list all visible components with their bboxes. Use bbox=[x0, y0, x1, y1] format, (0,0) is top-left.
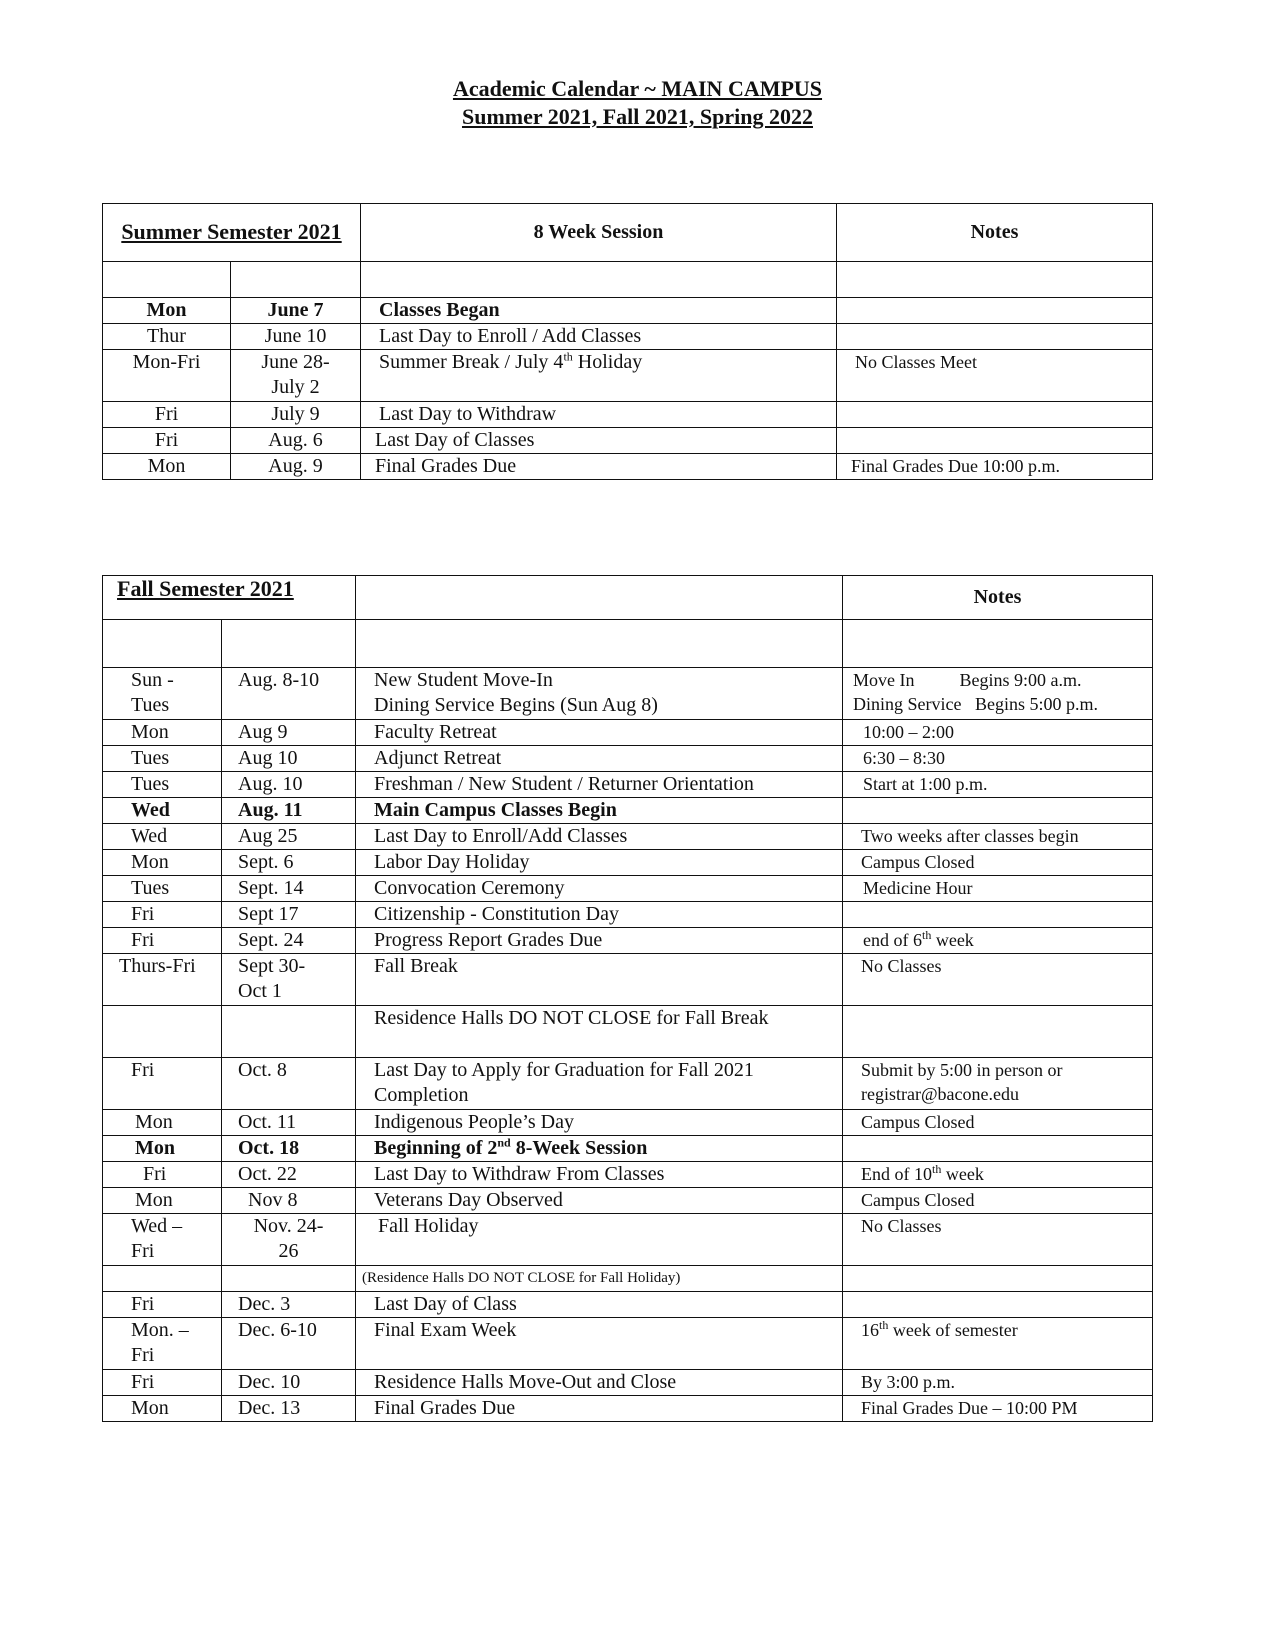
event-cell: Residence Halls DO NOT CLOSE for Fall Break bbox=[356, 1006, 843, 1058]
event-cell: Summer Break / July 4th Holiday bbox=[361, 350, 837, 402]
day-cell: Fri bbox=[103, 1292, 222, 1318]
event-cell: Adjunct Retreat bbox=[356, 746, 843, 772]
day-cell: Tues bbox=[103, 876, 222, 902]
note-cell: Campus Closed bbox=[843, 1110, 1153, 1136]
note-cell: 16th week of semester bbox=[843, 1318, 1153, 1370]
event-cell: Final Exam Week bbox=[356, 1318, 843, 1370]
fall-calendar-table bbox=[102, 575, 1153, 1422]
date-cell: Dec. 3 bbox=[222, 1292, 356, 1318]
event-cell: Last Day to Withdraw bbox=[361, 402, 837, 428]
fall-semester-heading bbox=[103, 576, 356, 620]
note-cell bbox=[843, 1006, 1153, 1058]
day-cell: Wed bbox=[103, 824, 222, 850]
day-cell bbox=[103, 1006, 222, 1058]
note-cell: No Classes bbox=[843, 1214, 1153, 1266]
notes-header: Notes bbox=[837, 204, 1153, 262]
day-cell: Mon bbox=[103, 1110, 222, 1136]
event-cell: Beginning of 2nd 8-Week Session bbox=[356, 1136, 843, 1162]
event-cell: Residence Halls Move-Out and Close bbox=[356, 1370, 843, 1396]
date-cell: Aug. 10 bbox=[222, 772, 356, 798]
event-cell: Final Grades Due bbox=[361, 454, 837, 480]
table-row bbox=[103, 876, 1153, 902]
table-row bbox=[103, 350, 1153, 402]
date-cell: Sept 17 bbox=[222, 902, 356, 928]
date-cell: Oct. 11 bbox=[222, 1110, 356, 1136]
day-cell: Mon-Fri bbox=[103, 350, 231, 402]
day-cell: Wed bbox=[103, 798, 222, 824]
event-cell: (Residence Halls DO NOT CLOSE for Fall Holiday) bbox=[356, 1266, 843, 1292]
document-subtitle: Summer 2021, Fall 2021, Spring 2022 bbox=[461, 104, 813, 129]
note-cell: Final Grades Due – 10:00 PM bbox=[843, 1396, 1153, 1422]
day-cell: Tues bbox=[103, 772, 222, 798]
table-row bbox=[103, 954, 1153, 1006]
note-cell bbox=[843, 1266, 1153, 1292]
note-cell: Submit by 5:00 in person or registrar@bacone.edu bbox=[843, 1058, 1153, 1110]
note-cell: Campus Closed bbox=[843, 850, 1153, 876]
table-row bbox=[103, 1396, 1153, 1422]
date-cell: Oct. 18 bbox=[222, 1136, 356, 1162]
date-cell: Nov. 24- 26 bbox=[222, 1214, 356, 1266]
date-cell: Nov 8 bbox=[222, 1188, 356, 1214]
date-cell: Dec. 6-10 bbox=[222, 1318, 356, 1370]
note-cell: Move In Begins 9:00 a.m. Dining Service Begins 5:00 p.m. bbox=[843, 668, 1153, 720]
note-cell: end of 6th week bbox=[843, 928, 1153, 954]
event-cell: Last Day to Apply for Graduation for Fall 2021 Completion bbox=[356, 1058, 843, 1110]
table-row bbox=[103, 850, 1153, 876]
blank-row bbox=[103, 262, 1153, 298]
table-row bbox=[103, 1370, 1153, 1396]
table-row bbox=[103, 298, 1153, 324]
day-cell: Fri bbox=[103, 402, 231, 428]
event-cell: Last Day to Enroll/Add Classes bbox=[356, 824, 843, 850]
table-row bbox=[103, 668, 1153, 720]
note-cell: By 3:00 p.m. bbox=[843, 1370, 1153, 1396]
event-cell: Last Day of Classes bbox=[361, 428, 837, 454]
date-cell: Aug 9 bbox=[222, 720, 356, 746]
date-cell bbox=[222, 1006, 356, 1058]
table-row bbox=[103, 428, 1153, 454]
event-cell: New Student Move-In Dining Service Begins (Sun Aug 8) bbox=[356, 668, 843, 720]
day-cell: Mon bbox=[103, 298, 231, 324]
date-cell bbox=[222, 1266, 356, 1292]
event-cell: Veterans Day Observed bbox=[356, 1188, 843, 1214]
table-row bbox=[103, 402, 1153, 428]
date-cell: June 7 bbox=[231, 298, 361, 324]
day-cell: Mon bbox=[103, 850, 222, 876]
day-cell: Thurs-Fri bbox=[103, 954, 222, 1006]
event-cell: Last Day of Class bbox=[356, 1292, 843, 1318]
document-title: Academic Calendar ~ MAIN CAMPUS bbox=[452, 76, 823, 101]
date-cell: Aug 10 bbox=[222, 746, 356, 772]
day-cell: Mon. – Fri bbox=[103, 1318, 222, 1370]
notes-header: Notes bbox=[843, 576, 1153, 620]
event-cell: Convocation Ceremony bbox=[356, 876, 843, 902]
day-cell: Tues bbox=[103, 746, 222, 772]
table-row bbox=[103, 746, 1153, 772]
note-cell: Final Grades Due 10:00 p.m. bbox=[837, 454, 1153, 480]
note-cell bbox=[843, 1136, 1153, 1162]
table-row bbox=[103, 324, 1153, 350]
event-cell: Indigenous People’s Day bbox=[356, 1110, 843, 1136]
date-cell: Dec. 10 bbox=[222, 1370, 356, 1396]
note-cell: Medicine Hour bbox=[843, 876, 1153, 902]
day-cell: Mon bbox=[103, 454, 231, 480]
day-cell: Fri bbox=[103, 902, 222, 928]
note-cell bbox=[837, 428, 1153, 454]
day-cell: Thur bbox=[103, 324, 231, 350]
date-cell: Dec. 13 bbox=[222, 1396, 356, 1422]
table-row bbox=[103, 1110, 1153, 1136]
table-row bbox=[103, 824, 1153, 850]
date-cell: Oct. 8 bbox=[222, 1058, 356, 1110]
day-cell bbox=[103, 1266, 222, 1292]
event-cell: Main Campus Classes Begin bbox=[356, 798, 843, 824]
date-cell: Sept. 24 bbox=[222, 928, 356, 954]
table-row bbox=[103, 720, 1153, 746]
day-cell: Mon bbox=[103, 720, 222, 746]
summer-semester-heading bbox=[103, 204, 361, 262]
table-row bbox=[103, 772, 1153, 798]
note-cell bbox=[837, 402, 1153, 428]
blank-row bbox=[103, 620, 1153, 668]
event-cell: Fall Break bbox=[356, 954, 843, 1006]
event-cell: Classes Began bbox=[361, 298, 837, 324]
date-cell: Aug. 11 bbox=[222, 798, 356, 824]
date-cell: Aug. 9 bbox=[231, 454, 361, 480]
event-cell: Faculty Retreat bbox=[356, 720, 843, 746]
date-cell: Oct. 22 bbox=[222, 1162, 356, 1188]
day-cell: Fri bbox=[103, 928, 222, 954]
summer-header-row bbox=[103, 204, 1153, 262]
day-cell: Fri bbox=[103, 1058, 222, 1110]
table-row bbox=[103, 1136, 1153, 1162]
table-row bbox=[103, 902, 1153, 928]
date-cell: June 10 bbox=[231, 324, 361, 350]
event-cell: Freshman / New Student / Returner Orientation bbox=[356, 772, 843, 798]
day-cell: Sun - Tues bbox=[103, 668, 222, 720]
fall-heading-text: Fall Semester 2021 bbox=[117, 576, 294, 601]
table-row bbox=[103, 1188, 1153, 1214]
note-cell bbox=[843, 798, 1153, 824]
note-cell: End of 10th week bbox=[843, 1162, 1153, 1188]
date-cell: Aug. 6 bbox=[231, 428, 361, 454]
date-cell: June 28- July 2 bbox=[231, 350, 361, 402]
event-cell: Citizenship - Constitution Day bbox=[356, 902, 843, 928]
summer-heading-text: Summer Semester 2021 bbox=[121, 219, 342, 244]
session-header: 8 Week Session bbox=[361, 204, 837, 262]
date-cell: Aug 25 bbox=[222, 824, 356, 850]
note-cell: Two weeks after classes begin bbox=[843, 824, 1153, 850]
event-cell: Last Day to Enroll / Add Classes bbox=[361, 324, 837, 350]
table-row bbox=[103, 1006, 1153, 1058]
date-cell: Sept. 6 bbox=[222, 850, 356, 876]
note-cell: 10:00 – 2:00 bbox=[843, 720, 1153, 746]
table-row bbox=[103, 798, 1153, 824]
event-cell: Progress Report Grades Due bbox=[356, 928, 843, 954]
table-row bbox=[103, 1292, 1153, 1318]
table-row bbox=[103, 1058, 1153, 1110]
event-cell: Final Grades Due bbox=[356, 1396, 843, 1422]
note-cell bbox=[837, 298, 1153, 324]
event-cell: Last Day to Withdraw From Classes bbox=[356, 1162, 843, 1188]
note-cell bbox=[843, 1292, 1153, 1318]
event-cell: Labor Day Holiday bbox=[356, 850, 843, 876]
summer-calendar-table bbox=[102, 203, 1153, 480]
table-row bbox=[103, 454, 1153, 480]
note-cell: No Classes bbox=[843, 954, 1153, 1006]
note-cell: Campus Closed bbox=[843, 1188, 1153, 1214]
note-cell: 6:30 – 8:30 bbox=[843, 746, 1153, 772]
day-cell: Mon bbox=[103, 1188, 222, 1214]
day-cell: Fri bbox=[103, 428, 231, 454]
table-row bbox=[103, 1266, 1153, 1292]
table-row bbox=[103, 928, 1153, 954]
day-cell: Mon bbox=[103, 1396, 222, 1422]
day-cell: Wed – Fri bbox=[103, 1214, 222, 1266]
note-cell bbox=[837, 324, 1153, 350]
date-cell: Sept. 14 bbox=[222, 876, 356, 902]
day-cell: Fri bbox=[103, 1370, 222, 1396]
date-cell: Aug. 8-10 bbox=[222, 668, 356, 720]
table-row bbox=[103, 1214, 1153, 1266]
event-cell: Fall Holiday bbox=[356, 1214, 843, 1266]
table-row bbox=[103, 1318, 1153, 1370]
note-cell bbox=[843, 902, 1153, 928]
fall-header-row bbox=[103, 576, 1153, 620]
day-cell: Mon bbox=[103, 1136, 222, 1162]
day-cell: Fri bbox=[103, 1162, 222, 1188]
note-cell: Start at 1:00 p.m. bbox=[843, 772, 1153, 798]
note-cell: No Classes Meet bbox=[837, 350, 1153, 402]
date-cell: July 9 bbox=[231, 402, 361, 428]
date-cell: Sept 30- Oct 1 bbox=[222, 954, 356, 1006]
table-row bbox=[103, 1162, 1153, 1188]
